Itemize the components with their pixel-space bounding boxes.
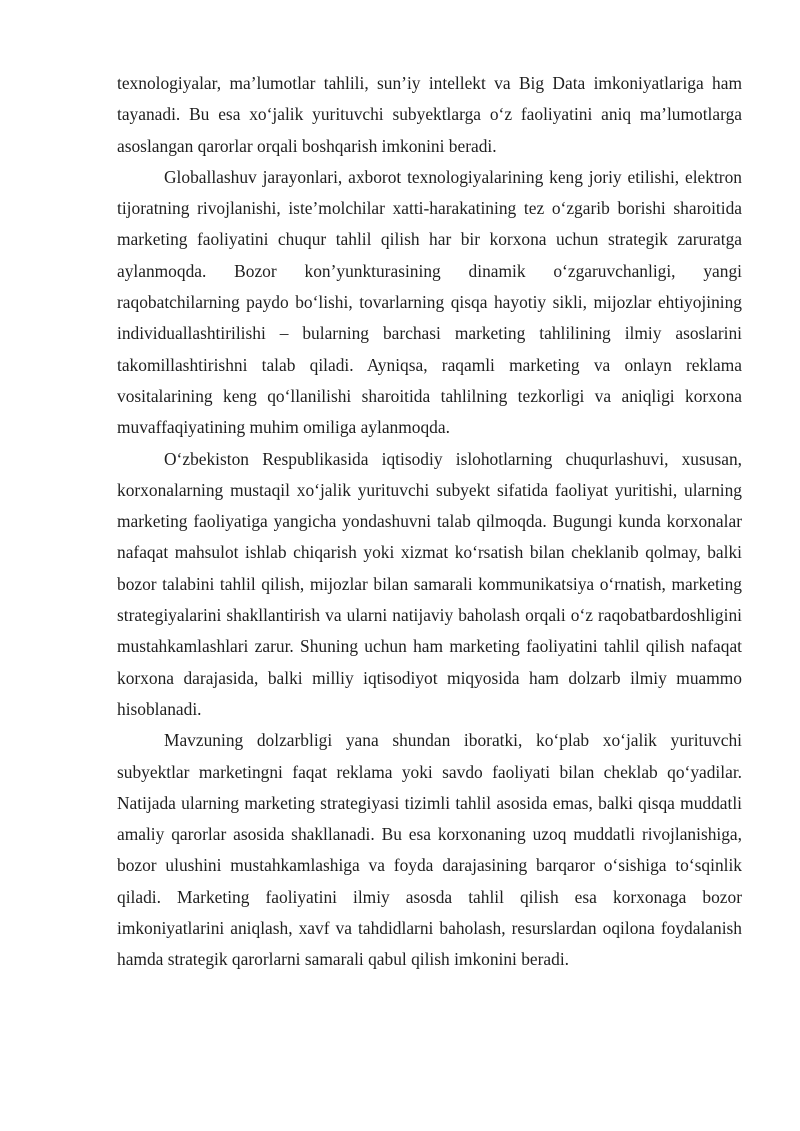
paragraph-uzbekistan-reforms: O‘zbekiston Respublikasida iqtisodiy islohotlarning chuqurlashuvi, xususan, korxonalarning mustaqil xo‘jalik yurituvchi subyekt sifatida faoliyat yuritishi, ularning marketing faoliyatiga yangicha yondashuvni talab qilmoqda. Bugungi kunda korxonalar nafaqat mahsulot ishlab chiqarish yoki xizmat ko‘rsatish bilan cheklanib qolmay, balki bozor talabini tahlil qilish, mijozlar bilan samarali kommunikatsiya o‘rnatish, marketing strategiyalarini shakllantirish va ularni natijaviy baholash orqali o‘z raqobatbardoshligini mustahkamlashlari zarur. Shuning uchun ham marketing faoliyatini tahlil qilish nafaqat korxona darajasida, balki milliy iqtisodiyot miqyosida ham dolzarb ilmiy muammo hisoblanadi. (117, 448, 742, 719)
paragraph-globalization: Globallashuv jarayonlari, axborot texnologiyalarining keng joriy etilishi, elektron tijoratning rivojlanishi, iste’molchilar xatti-harakatining tez o‘zgarib borishi sharoitida marketing faoliyatini chuqur tahlil qilish har bir korxona uchun strategik zaruratga aylanmoqda. Bozor kon’yunkturasining dinamik o‘zgaruvchanligi, yangi raqobatchilarning paydo bo‘lishi, tovarlarning qisqa hayotiy sikli, mijozlar ehtiyojining individuallashtirilishi – bularning barchasi marketing tahlilining ilmiy asoslarini takomillashtirishni talab qiladi. Ayniqsa, raqamli marketing va onlayn reklama vositalarining keng qo‘llanilishi sharoitida tahlilning tezkorligi va aniqligi korxona muvaffaqiyatining muhim omiliga aylanmoqda. (117, 166, 742, 438)
paragraph-continuation: texnologiyalar, ma’lumotlar tahlili, sun’iy intellekt va Big Data imkoniyatlariga ham tayanadi. Bu esa xo‘jalik yurituvchi subyektlarga o‘z faoliyatini aniq ma’lumotlarga asoslangan qarorlar orqali boshqarish imkonini beradi. (117, 73, 742, 156)
document-page (117, 68, 742, 976)
paragraph-topic-relevance: Mavzuning dolzarbligi yana shundan iboratki, ko‘plab xo‘jalik yurituvchi subyektlar marketingni faqat reklama yoki savdo faoliyati bilan cheklab qo‘yadilar. Natijada ularning marketing strategiyasi tizimli tahlil asosida emas, balki qisqa muddatli amaliy qarorlar asosida shakllanadi. Bu esa korxonaning uzoq muddatli rivojlanishiga, bozor ulushini mustahkamlashiga va foyda darajasining barqaror o‘sishiga to‘sqinlik qiladi. Marketing faoliyatini ilmiy asosda tahlil qilish esa korxonaga bozor imkoniyatlarini aniqlash, xavf va tahdidlarni baholash, resurslardan oqilona foydalanish hamda strategik qarorlarni samarali qabul qilish imkonini beradi. (117, 730, 742, 970)
